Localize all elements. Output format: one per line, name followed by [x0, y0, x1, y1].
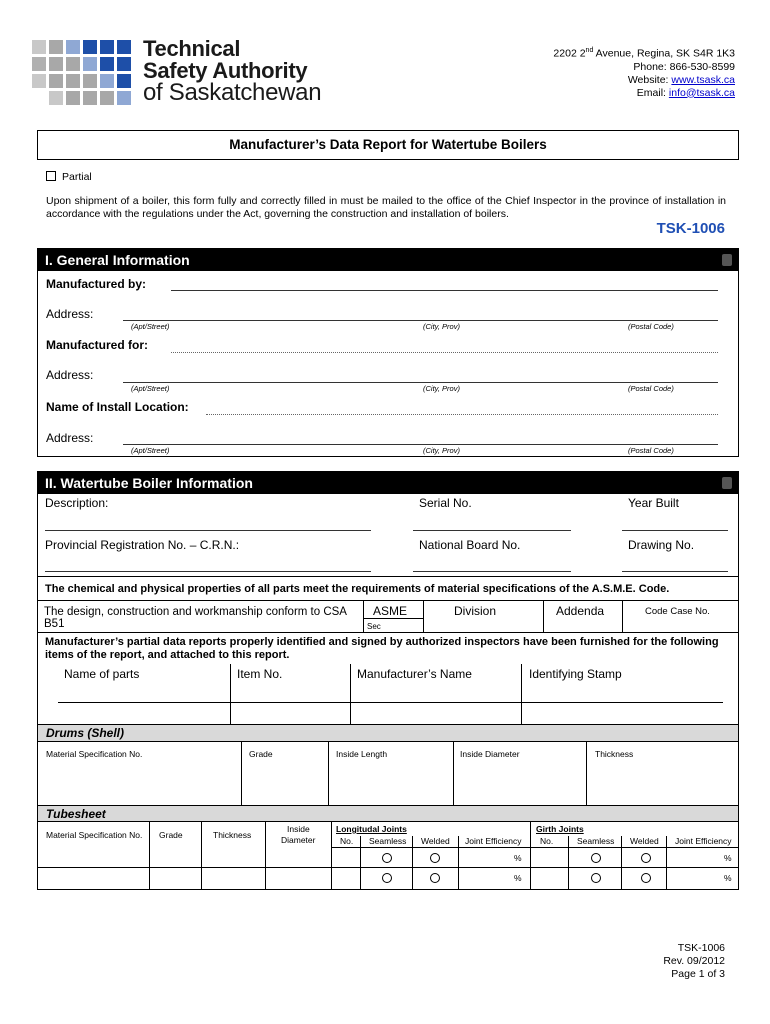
tubesheet-heading: Tubesheet [46, 807, 106, 821]
address1-label: Address: [46, 307, 94, 321]
logo-line3: of Saskatchewan [143, 79, 322, 106]
tubesheet-header-material: Material Specification No. [46, 830, 143, 840]
install-location-label: Name of Install Location: [46, 400, 189, 414]
parts-header-manufacturer: Manufacturer’s Name [357, 667, 472, 681]
girth-seamless-radio-1[interactable] [591, 853, 601, 863]
parts-header-name: Name of parts [64, 667, 140, 681]
drums-header-thickness: Thickness [595, 749, 634, 759]
serial-no-label: Serial No. [419, 496, 472, 510]
tubesheet-header-thickness: Thickness [213, 830, 252, 840]
drums-header-material: Material Specification No. [46, 749, 143, 759]
partial-checkbox[interactable] [46, 171, 56, 181]
section-watertube-boiler-information: II. Watertube Boiler Information Description: Serial No. Year Built Provincial Registration No. – C.R.N.: National Board No. Drawing No. The chemical and physical properties of all parts meet the requirements of material specifications of the A.S.M.E. Code. The design, construction and workmanship conform to CSA B51 ASME Sec Division Addenda Code Case No. Manufacturer’s partial data reports properly identified and signed by authorized inspectors have been furnished for the following items of the report, and attached to this report. Name of parts Item No. Manufacturer’s Name Identifying Stamp Drums (Shell) Material Specification No. Grade Inside Length Inside Diameter Thickness Tubesheet Material Specification No. Grade Thickness Inside Diameter Longitudal Joints Girth Joints No. Seamless Welded Joint Efficiency No. Seamless Welded Joint Efficiency % % % % [37, 471, 739, 890]
national-board-field[interactable] [413, 571, 571, 572]
year-built-label: Year Built [628, 496, 679, 510]
serial-no-field[interactable] [413, 530, 571, 531]
address3-field[interactable] [123, 444, 718, 445]
drums-header-length: Inside Length [336, 749, 388, 759]
logo-text [143, 38, 321, 104]
footer-page: Page 1 of 3 [671, 968, 725, 980]
instructions: Upon shipment of a boiler, this form fully and correctly filled in must be mailed to the office of the Chief Inspector in the province of installation in accordance with the regulations under the Act, governing the construction and installation of boilers. [46, 195, 726, 220]
provincial-reg-label: Provincial Registration No. – C.R.N.: [45, 538, 240, 552]
section-general-information: I. General Information Manufactured by: Address: (Apt/Street) (City, Prov) (Postal Code) Manufactured for: Address: (Apt/Street) (City, Prov) (Postal Code) Name of Install Location: Address: (Apt/Street) (City, Prov) (Postal Code) [37, 248, 739, 457]
code-case-label: Code Case No. [645, 606, 710, 617]
manufactured-by-label: Manufactured by: [46, 277, 147, 291]
long-seamless-radio-2[interactable] [382, 873, 392, 883]
parts-header-stamp: Identifying Stamp [529, 667, 622, 681]
drums-header-grade: Grade [249, 749, 273, 759]
partial-reports-statement: Manufacturer’s partial data reports properly identified and signed by authorized inspectors have been furnished for the following items of the report, and attached to this report. [45, 636, 719, 661]
asme-label: ASME [373, 604, 408, 618]
phone: Phone: 866-530-8599 [633, 60, 735, 73]
longitudinal-joints-label: Longitudal Joints [336, 824, 407, 834]
footer [663, 942, 725, 981]
girth-welded-radio-1[interactable] [641, 853, 651, 863]
asme-statement: The chemical and physical properties of all parts meet the requirements of material specifications of the A.S.M.E. Code. [45, 583, 670, 595]
address2-field[interactable] [123, 382, 718, 383]
section1-heading: I. General Information [38, 249, 738, 271]
manufactured-by-field[interactable] [171, 290, 718, 291]
footer-form: TSK-1006 [677, 942, 725, 954]
design-statement: The design, construction and workmanship conform to CSA B51 [44, 606, 347, 630]
partial-checkbox-row[interactable]: Partial [46, 171, 92, 183]
parts-header-item: Item No. [237, 667, 283, 681]
manufactured-for-field[interactable] [171, 352, 718, 353]
drawing-no-field[interactable] [622, 571, 728, 572]
drums-heading: Drums (Shell) [46, 726, 125, 740]
address-line: 2202 2nd Avenue, Regina, SK S4R 1K3 [553, 47, 735, 60]
long-welded-radio-1[interactable] [430, 853, 440, 863]
footer-rev: Rev. 09/2012 [663, 955, 725, 967]
install-location-field[interactable] [206, 414, 718, 415]
addenda-label: Addenda [556, 604, 605, 618]
form-title: Manufacturer’s Data Report for Watertube Boilers [37, 130, 739, 160]
logo-mark [32, 40, 132, 102]
long-welded-radio-2[interactable] [430, 873, 440, 883]
website-link[interactable]: www.tsask.ca [671, 73, 735, 86]
address1-field[interactable] [123, 320, 718, 321]
year-built-field[interactable] [622, 530, 728, 531]
section2-heading: II. Watertube Boiler Information [38, 472, 738, 494]
tubesheet-header-diameter: Diameter [281, 835, 316, 845]
tubesheet-header-inside: Inside [287, 824, 310, 834]
girth-welded-radio-2[interactable] [641, 873, 651, 883]
girth-seamless-radio-2[interactable] [591, 873, 601, 883]
tubesheet-header-grade: Grade [159, 830, 183, 840]
manufactured-for-label: Manufactured for: [46, 338, 148, 352]
description-field[interactable] [45, 530, 371, 531]
national-board-label: National Board No. [419, 538, 521, 552]
logo-line1: Technical [143, 36, 241, 61]
division-label: Division [454, 604, 497, 618]
address2-label: Address: [46, 368, 94, 382]
contact-block: 2202 2nd Avenue, Regina, SK S4R 1K3 Phone: 866-530-8599 Website: www.tsask.ca Email: info@tsask.ca [553, 44, 735, 100]
sec-label: Sec [367, 622, 381, 631]
long-seamless-radio-1[interactable] [382, 853, 392, 863]
girth-joints-label: Girth Joints [536, 824, 584, 834]
provincial-reg-field[interactable] [45, 571, 371, 572]
logo-line2: Safety Authority [143, 58, 308, 83]
description-label: Description: [45, 496, 109, 510]
form-number: TSK-1006 [656, 220, 725, 237]
address3-label: Address: [46, 431, 94, 445]
drums-header-diameter: Inside Diameter [460, 749, 520, 759]
drawing-no-label: Drawing No. [628, 538, 695, 552]
email-link[interactable]: info@tsask.ca [668, 86, 735, 99]
